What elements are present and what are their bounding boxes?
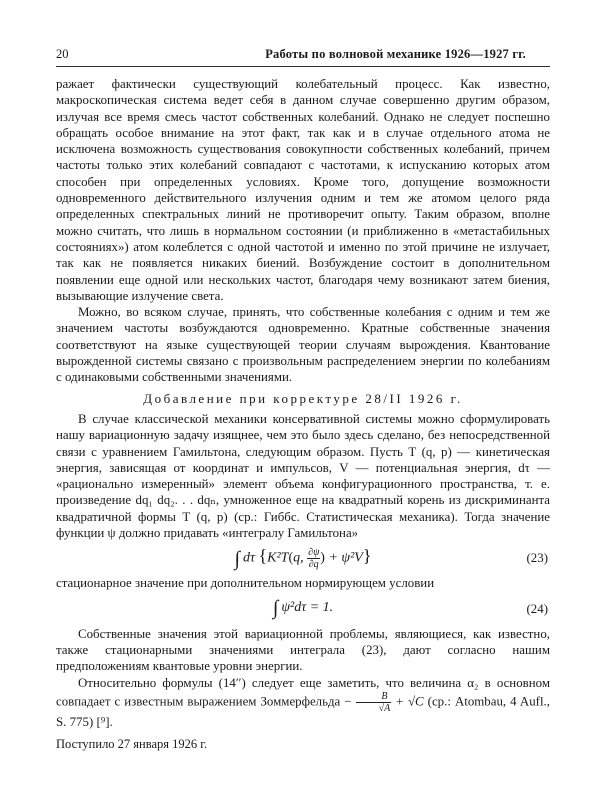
eq23-dpsi: ∂ψ bbox=[308, 546, 320, 558]
paren-open: ( bbox=[288, 550, 294, 566]
equation-24-body bbox=[272, 597, 334, 620]
eq23-lhs: dτ bbox=[242, 550, 255, 566]
page-number: 20 bbox=[56, 47, 69, 61]
eq23-dq: ∂q bbox=[308, 558, 319, 570]
sommerfeld-fraction bbox=[356, 691, 392, 714]
integral-sign: ∫ bbox=[272, 597, 279, 620]
received-date: Поступило 27 января 1926 г. bbox=[56, 737, 208, 752]
header-rule bbox=[56, 66, 550, 67]
paragraph-6-ref: (ср.: Atombau, 4 Aufl., S. 775) [⁹]. bbox=[56, 694, 550, 729]
eq23-fraction bbox=[307, 547, 320, 570]
paragraph-5: Собственные значения этой вариационной проблемы, являющиеся, как известно, также стационарными значениями интеграла (23), дают согласно нашим предположениям квантовые уровни энергии. bbox=[56, 626, 550, 674]
paragraph-6 bbox=[56, 675, 550, 731]
eq24-body: ψ²dτ = 1. bbox=[281, 600, 334, 616]
paragraph-2: Можно, во всяком случае, принять, что собственные колебания с одним и тем же значением частоты возбуждаются одновременно. Кратные собственные значения соответствуют на языке существующей теории случаям вырождения. Квантование вырожденной системы связано с произвольным распределением энергии по колебаниям с одинаковыми собственными значениями. bbox=[56, 305, 550, 385]
section-title: Добавление при корректуре 28/II 1926 г. bbox=[143, 390, 463, 406]
paragraph-1: ражает фактически существующий колебательный процесс. Как известно, макроскопическая система ведет себя в данном случае совершенно другим образом, излучая все время смесь частот собственных колебаний. Однако не следует поспешно обращать особое внимание на этот факт, так как и в случае отдельного атома не исключена возможность существования совокупности собственных колебаний, причем частоты только этих колебаний совпадают с частотами, к испусканию которых атом способен при определенных условиях. Кроме того, допущение возможности одновременного действительного излучения одним и тем же атомом целого ряда определенных спектральных линий не противоречит опыту. Таким образом, вполне можно считать, что лишь в нормальном состоянии (и приближенно в «метастабильных состояниях») атом колеблется с одной частотой и именно по этой причине не излучает, так как не появляется никаких биений. Возбуждение состоит в дополнительном появлении еще одной или нескольких частот, благодаря чему возникают затем биения, вызывающие излучение света. bbox=[56, 77, 550, 303]
equation-23 bbox=[56, 543, 550, 573]
equation-23-label: (23) bbox=[526, 551, 548, 566]
paragraph-3: В случае классической механики консервативной системы можно сформулировать нашу вариационную задачу изящнее, чем это было здесь сделано, без непосредственной связи с уравнением Гамильтона, следующим образом. Пусть T (q, p) — кинетическая энергия, зависящая от координат и импульсов, V — потенциальная энергия, dτ — «рационально измеренный» элемент объема конфигурационного пространства, т. е. произведение dq₁ dq₂. . . dqₙ, умноженное еще на квадратный корень из дискриминанта квадратичной формы T (q, p) (ср.: Гиббс. Статистическая механика). Тогда значение функции ψ должно придавать «интегралу Гамильтона» bbox=[56, 411, 550, 541]
eq23-k: K²T bbox=[267, 550, 289, 566]
running-title: Работы по волновой механике 1926—1927 гг. bbox=[265, 47, 526, 61]
body-text bbox=[56, 76, 550, 752]
sommerfeld-num: B bbox=[356, 691, 392, 703]
sommerfeld-den: √A bbox=[378, 702, 391, 714]
equation-24-label: (24) bbox=[526, 601, 548, 616]
sommerfeld-tail: + √C bbox=[395, 694, 424, 709]
paragraph-6-text: Относительно формулы (14′′) следует еще заметить, что величина α₂ в основном совпадает с известным выражением Зоммерфельда − bbox=[56, 675, 550, 709]
eq23-tail: + ψ²V bbox=[328, 550, 363, 566]
equation-23-body bbox=[234, 547, 371, 570]
eq23-q: q, bbox=[293, 550, 304, 566]
paragraph-4: стационарное значение при дополнительном нормирующем условии bbox=[56, 576, 435, 591]
equation-24 bbox=[56, 594, 550, 624]
integral-sign: ∫ bbox=[234, 547, 240, 570]
paren-close: ) bbox=[320, 550, 325, 566]
brace-close: } bbox=[362, 545, 372, 566]
brace-open: { bbox=[258, 545, 268, 566]
